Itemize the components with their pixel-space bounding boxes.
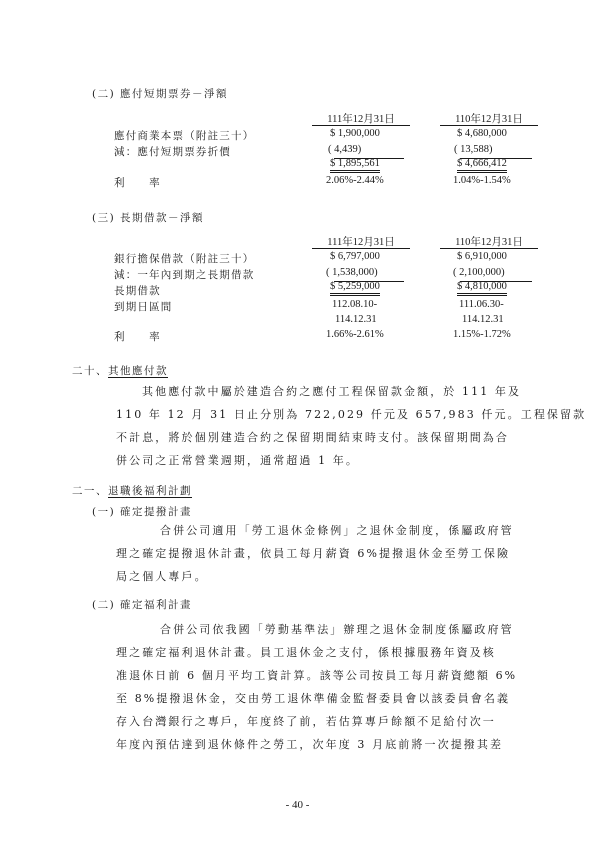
row-label: 到期日區間 xyxy=(114,301,173,313)
cell-value: ( 13,588) xyxy=(454,144,493,155)
row-label: 減：一年內到期之長期借款 xyxy=(114,269,255,281)
cell-value: 112.08.10- xyxy=(332,299,378,310)
column-header-2022: 111年12月31日 xyxy=(327,237,395,248)
subsection-title-defined-benefit: (二) 確定福利計畫 xyxy=(92,599,193,611)
paragraph-line: 理之確定福利退休計畫。員工退休金之支付，係根據服務年資及核 xyxy=(116,646,496,659)
section-heading-post-employment-benefits xyxy=(72,483,192,498)
cell-value: $ 1,900,000 xyxy=(330,128,380,139)
cell-value: 114.12.31 xyxy=(335,314,377,325)
cell-value: $ 4,680,000 xyxy=(457,128,507,139)
page-number: - 40 - xyxy=(285,799,310,811)
section-title-short-term-bills: (二) 應付短期票券－淨額 xyxy=(92,88,229,100)
subsection-title-defined-contribution: (一) 確定提撥計畫 xyxy=(92,506,193,518)
section-title: 退職後福利計劃 xyxy=(108,485,192,497)
cell-value: 1.66%-2.61% xyxy=(326,329,384,340)
paragraph-line: 併公司之正常營業週期，通常超過 1 年。 xyxy=(116,454,359,467)
cell-value: ( 2,100,000) xyxy=(453,267,505,278)
cell-value: $ 6,910,000 xyxy=(457,251,507,262)
paragraph-line: 不計息，將於個別建造合約之保留期間結束時支付。該保留期間為合 xyxy=(116,431,509,444)
header-underline xyxy=(440,125,538,126)
cell-value: 1.04%-1.54% xyxy=(453,175,511,186)
column-header-2021: 110年12月31日 xyxy=(455,237,523,248)
cell-value: ( 1,538,000) xyxy=(326,267,378,278)
section-number: 二一、 xyxy=(72,485,108,497)
paragraph-line: 局之個人專戶。 xyxy=(116,570,208,583)
header-underline xyxy=(312,125,410,126)
paragraph-line: 合併公司依我國「勞動基準法」辦理之退休金制度係屬政府管 xyxy=(160,623,514,636)
section-number: 二十、 xyxy=(72,365,108,377)
cell-total: $ 5,259,000 xyxy=(330,281,380,296)
paragraph-line: 至 8%提撥退休金，交由勞工退休準備金監督委員會以該委員會名義 xyxy=(116,692,511,705)
column-header-2022: 111年12月31日 xyxy=(327,114,395,125)
paragraph-line: 理之確定提撥退休計畫，依員工每月薪資 6%提撥退休金至勞工保險 xyxy=(116,547,511,560)
paragraph-line: 准退休日前 6 個月平均工資計算。該等公司按員工每月薪資總額 6% xyxy=(116,669,518,682)
row-label: 長期借款 xyxy=(114,285,161,297)
cell-total: $ 4,666,412 xyxy=(457,158,507,173)
cell-value: 111.06.30- xyxy=(459,299,504,310)
header-underline xyxy=(312,248,410,249)
paragraph-line: 合併公司適用「勞工退休金條例」之退休金制度，係屬政府管 xyxy=(160,524,514,537)
cell-value: 2.06%-2.44% xyxy=(326,175,384,186)
paragraph-line: 110 年 12 月 31 日止分別為 722,029 仟元及 657,983 仟元。工程保留款 xyxy=(116,408,587,421)
cell-value: ( 4,439) xyxy=(328,144,362,155)
paragraph-line: 存入台灣銀行之專戶，年度終了前，若估算專戶餘額不足給付次一 xyxy=(116,715,496,728)
cell-value: 114.12.31 xyxy=(462,314,504,325)
row-label: 利 率 xyxy=(114,177,161,189)
section-title: 其他應付款 xyxy=(108,365,168,377)
row-label: 利 率 xyxy=(114,331,161,343)
cell-value: $ 6,797,000 xyxy=(330,251,380,262)
row-label: 應付商業本票（附註三十） xyxy=(114,130,255,142)
cell-total: $ 4,810,000 xyxy=(457,281,507,296)
row-label: 減：應付短期票券折價 xyxy=(114,146,231,158)
paragraph-line: 年度內預估達到退休條件之勞工，次年度 3 月底前將一次提撥其差 xyxy=(116,738,504,751)
header-underline xyxy=(440,248,538,249)
cell-value: 1.15%-1.72% xyxy=(453,329,511,340)
section-heading-other-payables xyxy=(72,363,168,378)
column-header-2021: 110年12月31日 xyxy=(455,114,523,125)
row-label: 銀行擔保借款（附註三十） xyxy=(114,253,255,265)
section-title-long-term-loans: (三) 長期借款－淨額 xyxy=(92,212,205,224)
cell-total: $ 1,895,561 xyxy=(330,158,380,173)
paragraph-line: 其他應付款中屬於建造合約之應付工程保留款金額，於 111 年及 xyxy=(142,385,522,398)
